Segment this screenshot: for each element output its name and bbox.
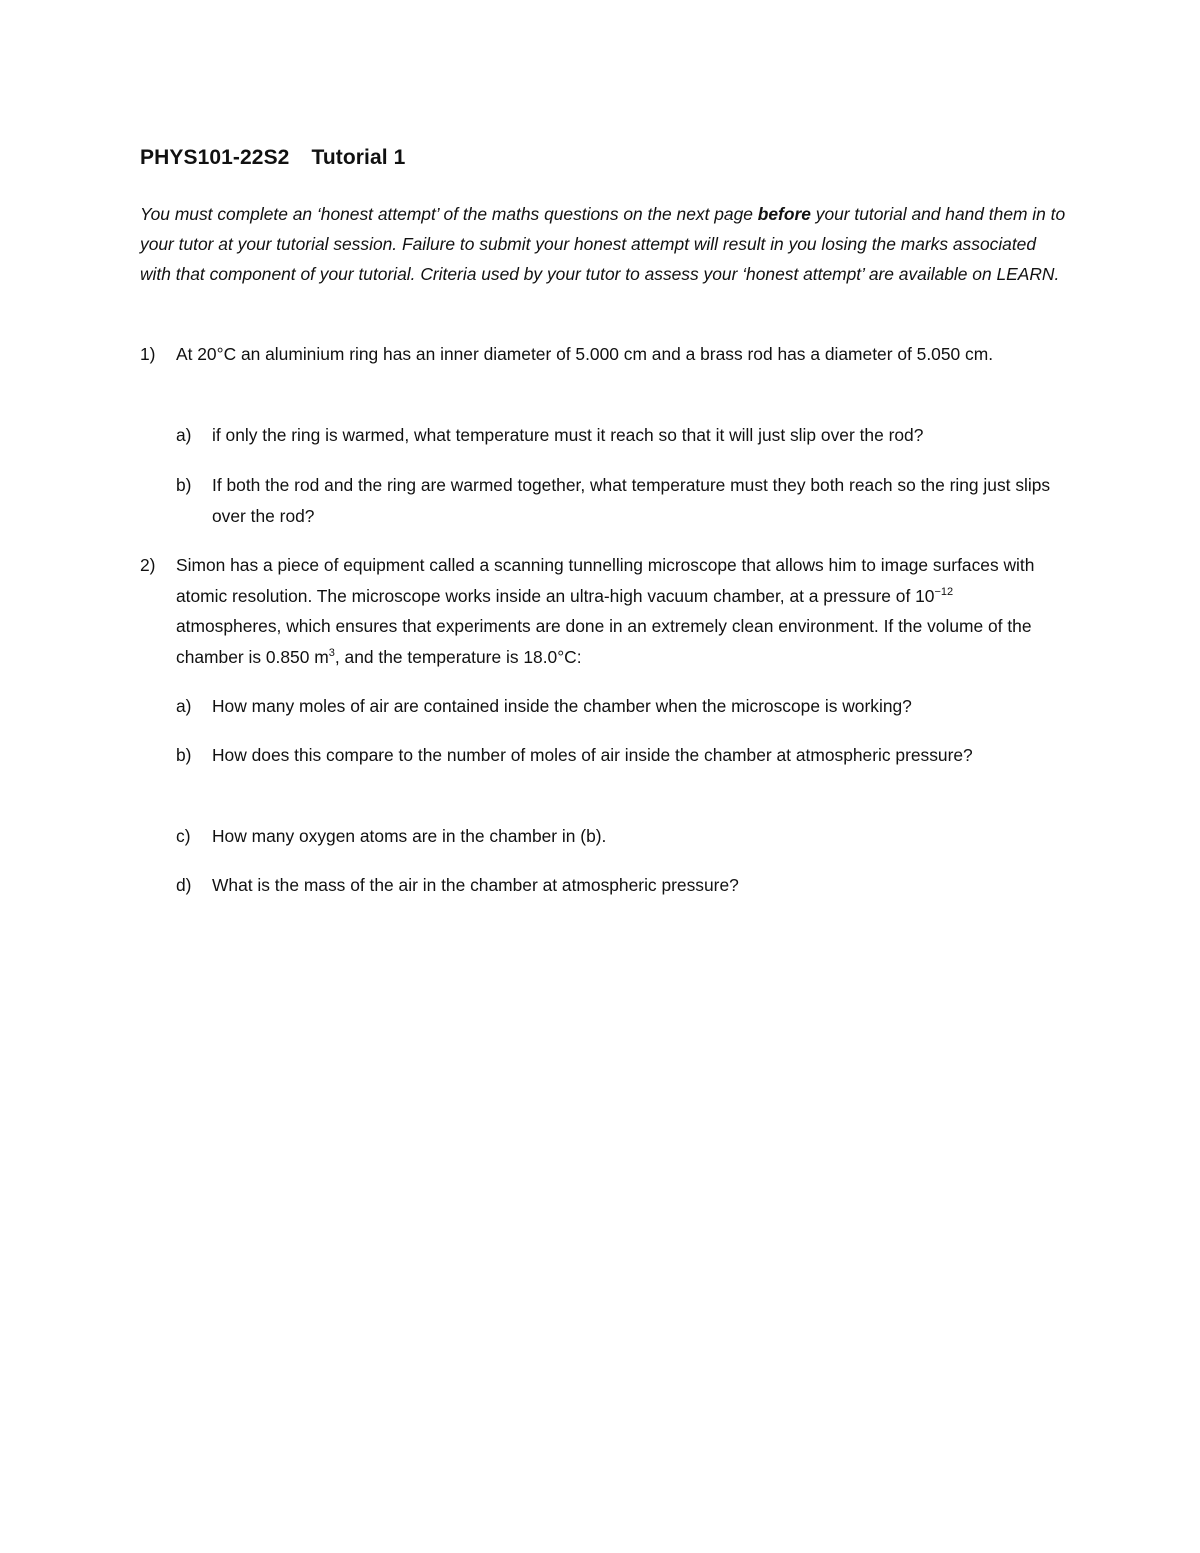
part-text: How many moles of air are contained inside the chamber when the microscope is working? [212,696,912,716]
part-text: What is the mass of the air in the chamber at atmospheric pressure? [212,875,739,895]
part-label: a) [176,696,192,716]
part-label: a) [176,425,192,445]
question-text: Simon has a piece of equipment called a scanning tunnelling microscope that allows him to image surfaces with atomic resolution. The microscope works inside an ultra-high vacuum chamber, at a pressure of $10^{-12}$ atmospheres, which ensures that experiments are done in an extremely clean environment. If the volume of the chamber is 0.850 $m^3$, and the temperature is 18.0°C: [176,555,1035,667]
question-1 [140,339,1040,370]
part-label: b) [176,475,192,495]
tutorial-label: Tutorial 1 [311,146,406,169]
exponent: 3 [328,646,335,659]
part-text: How does this compare to the number of moles of air inside the chamber at atmospheric pressure? [212,745,973,765]
question-1-part-a [176,420,1056,451]
part-text: if only the ring is warmed, what temperature must it reach so that it will just slip over the rod? [212,425,924,445]
question-2-part-a [176,691,1056,722]
question-2-part-c [176,821,1056,852]
question-number: 1) [140,344,156,364]
intro-bold-word: before [757,204,811,224]
part-text: If both the rod and the ring are warmed together, what temperature must they both reach so the ring just slips over the rod? [212,475,1051,526]
part-label: c) [176,826,191,846]
question-number: 2) [140,555,156,575]
question-text: At 20°C an aluminium ring has an inner diameter of 5.000 cm and a brass rod has a diameter of 5.050 cm. [176,344,994,364]
intro-paragraph [140,199,1070,289]
question-1-part-b [176,470,1056,531]
part-label: b) [176,745,192,765]
intro-text-1: You must complete an ‘honest attempt’ of the maths questions on the next page [140,204,758,224]
question-2-part-b [176,740,1056,771]
page-title [140,146,405,170]
intro-text-2: your tutorial and hand them in to your tutor at your tutorial session. Failure to submit your honest attempt will result in you losing the marks associated with that component of your tutorial. Criteria used by your tutor to assess your ‘honest attempt’ are available on LEARN. [140,204,1066,284]
question-2-part-d [176,870,1056,901]
part-text: How many oxygen atoms are in the chamber in (b). [212,826,607,846]
question-2 [140,550,1040,672]
part-label: d) [176,875,192,895]
exponent: −12 [934,585,954,598]
course-code: PHYS101-22S2 [140,146,290,169]
